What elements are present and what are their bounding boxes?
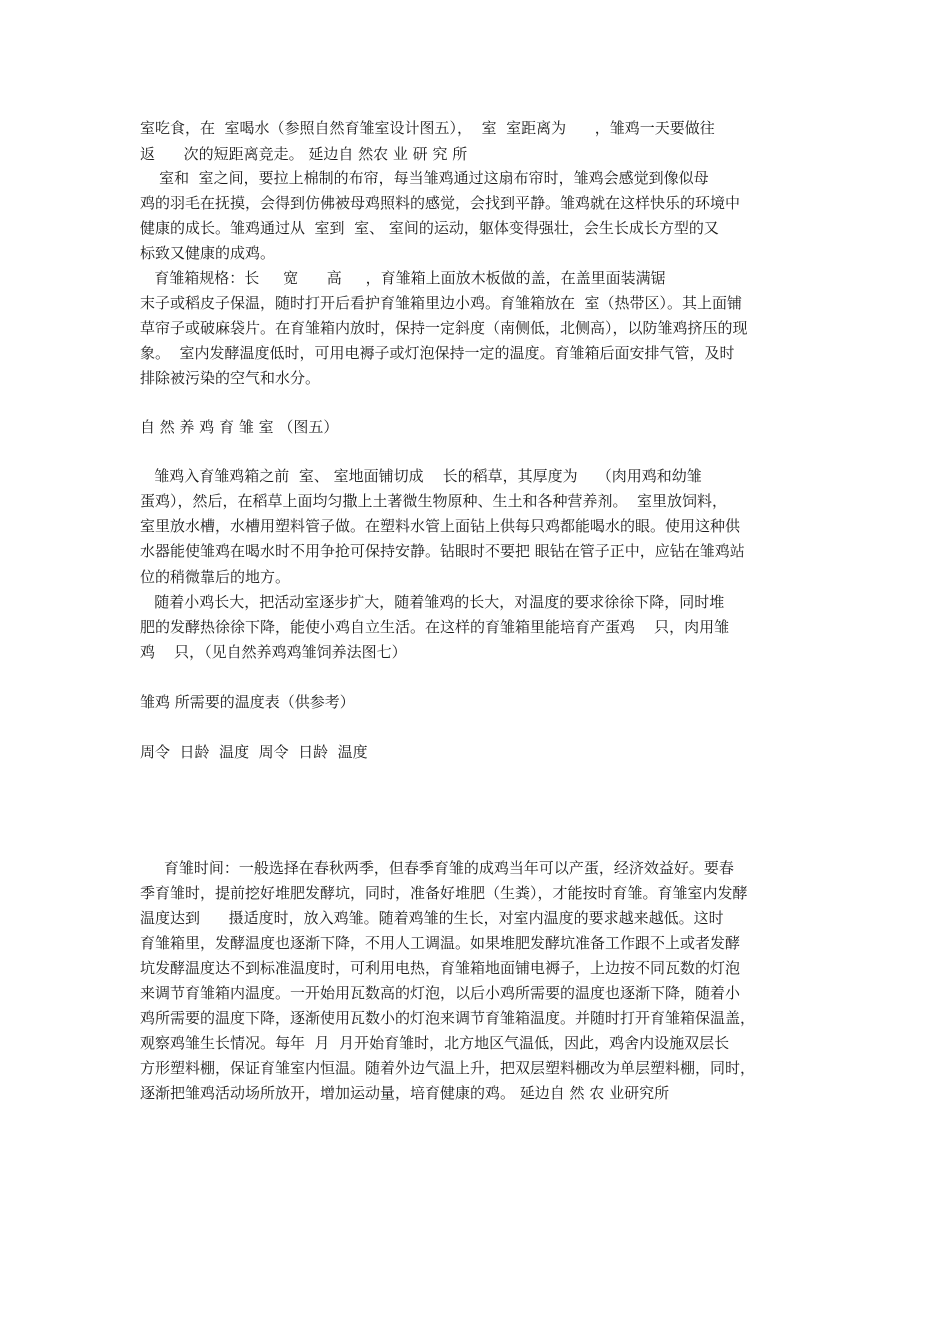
text-line: 方形塑料棚，保证育雏室内恒温。随着外边气温上升，把双层塑料棚改为单层塑料棚，同时， [140, 1059, 756, 1077]
text-line: 象。 室内发酵温度低时，可用电褥子或灯泡保持一定的温度。育雏箱后面安排气管，及时 [140, 344, 735, 362]
text-line: 位的稍微靠后的地方。 [140, 568, 291, 586]
text-line: 育雏箱里，发酵温度也逐渐下降，不用人工调温。如果堆肥发酵坑准备工作跟不上或者发酵 [140, 934, 741, 952]
text-line: 育雏时间：一般选择在春秋两季，但春季育雏的成鸡当年可以产蛋，经济效益好。要春 [140, 859, 734, 877]
text-line: 返 次的短距离竞走。 延边自 然农 业 研 究 所 [140, 145, 468, 163]
text-line: 室吃食，在 室喝水（参照自然育雏室设计图五）， 室 室距离为 ，雏鸡一天要做往 [140, 119, 715, 137]
text-line: 蛋鸡），然后，在稻草上面均匀撒上土著微生物原种、生土和各种营养剂。 室里放饲料， [140, 492, 728, 510]
text-line: 室和 室之间，要拉上棉制的布帘，每当雏鸡通过这扇布帘时，雏鸡会感觉到像似母 [140, 169, 709, 187]
text-line: 标致又健康的成鸡。 [140, 244, 276, 262]
figure-caption: 自 然 养 鸡 育 雏 室 （图五） [140, 418, 339, 436]
text-line: 育雏箱规格：长 宽 高 ，育雏箱上面放木板做的盖，在盖里面装满锯 [140, 269, 666, 287]
text-line: 雏鸡入育雏鸡箱之前 室、 室地面铺切成 长的稻草，其厚度为 （肉用鸡和幼雏 [140, 467, 702, 485]
text-line: 草帘子或破麻袋片。在育雏箱内放时，保持一定斜度（南侧低，北侧高），以防雏鸡挤压的现 [140, 319, 748, 337]
text-line: 季育雏时，提前挖好堆肥发酵坑，同时，准备好堆肥（生粪），才能按时育雏。育雏室内发酵 [140, 884, 748, 902]
text-line: 随着小鸡长大，把活动室逐步扩大，随着雏鸡的长大，对温度的要求徐徐下降，同时堆 [140, 593, 725, 611]
text-line: 鸡 只，（见自然养鸡鸡雏饲养法图七） [140, 643, 407, 661]
text-line: 健康的成长。雏鸡通过从 室到 室、 室间的运动，躯体变得强壮，会生长成长方型的又 [140, 219, 719, 237]
text-line: 观察鸡雏生长情况。每年 月 月开始育雏时，北方地区气温低，因此，鸡舍内设施双层长 [140, 1034, 730, 1052]
table-title: 雏鸡 所需要的温度表（供参考） [140, 693, 355, 711]
text-line: 末子或稻皮子保温，随时打开后看护育雏箱里边小鸡。育雏箱放在 室（热带区）。其上面铺 [140, 294, 743, 312]
text-line: 坑发酵温度达不到标准温度时，可利用电热，育雏箱地面铺电褥子，上边按不同瓦数的灯泡 [140, 959, 741, 977]
text-line: 温度达到 摄适度时，放入鸡雏。随着鸡雏的生长，对室内温度的要求越来越低。这时 [140, 909, 724, 927]
table-header: 周令 日龄 温度 周令 日龄 温度 [140, 743, 368, 761]
text-line: 水器能使雏鸡在喝水时不用争抢可保持安静。钻眼时不要把 眼钻在管子正中，应钻在雏鸡站 [140, 542, 745, 560]
text-line: 室里放水槽，水槽用塑料管子做。在塑料水管上面钻上供每只鸡都能喝水的眼。使用这种供 [140, 517, 741, 535]
text-line: 肥的发酵热徐徐下降，能使小鸡自立生活。在这样的育雏箱里能培育产蛋鸡 只，肉用雏 [140, 618, 730, 636]
text-line: 鸡所需要的温度下降，逐渐使用瓦数小的灯泡来调节育雏箱温度。并随时打开育雏箱保温盖， [140, 1009, 756, 1027]
text-line: 逐渐把雏鸡活动场所放开，增加运动量，培育健康的鸡。 延边自 然 农 业研究所 [140, 1084, 670, 1102]
text-line: 排除被污染的空气和水分。 [140, 369, 321, 387]
text-line: 鸡的羽毛在抚摸，会得到仿佛被母鸡照料的感觉，会找到平静。雏鸡就在这样快乐的环境中 [140, 194, 741, 212]
text-line: 来调节育雏箱内温度。一开始用瓦数高的灯泡，以后小鸡所需要的温度也逐渐下降，随着小 [140, 984, 741, 1002]
